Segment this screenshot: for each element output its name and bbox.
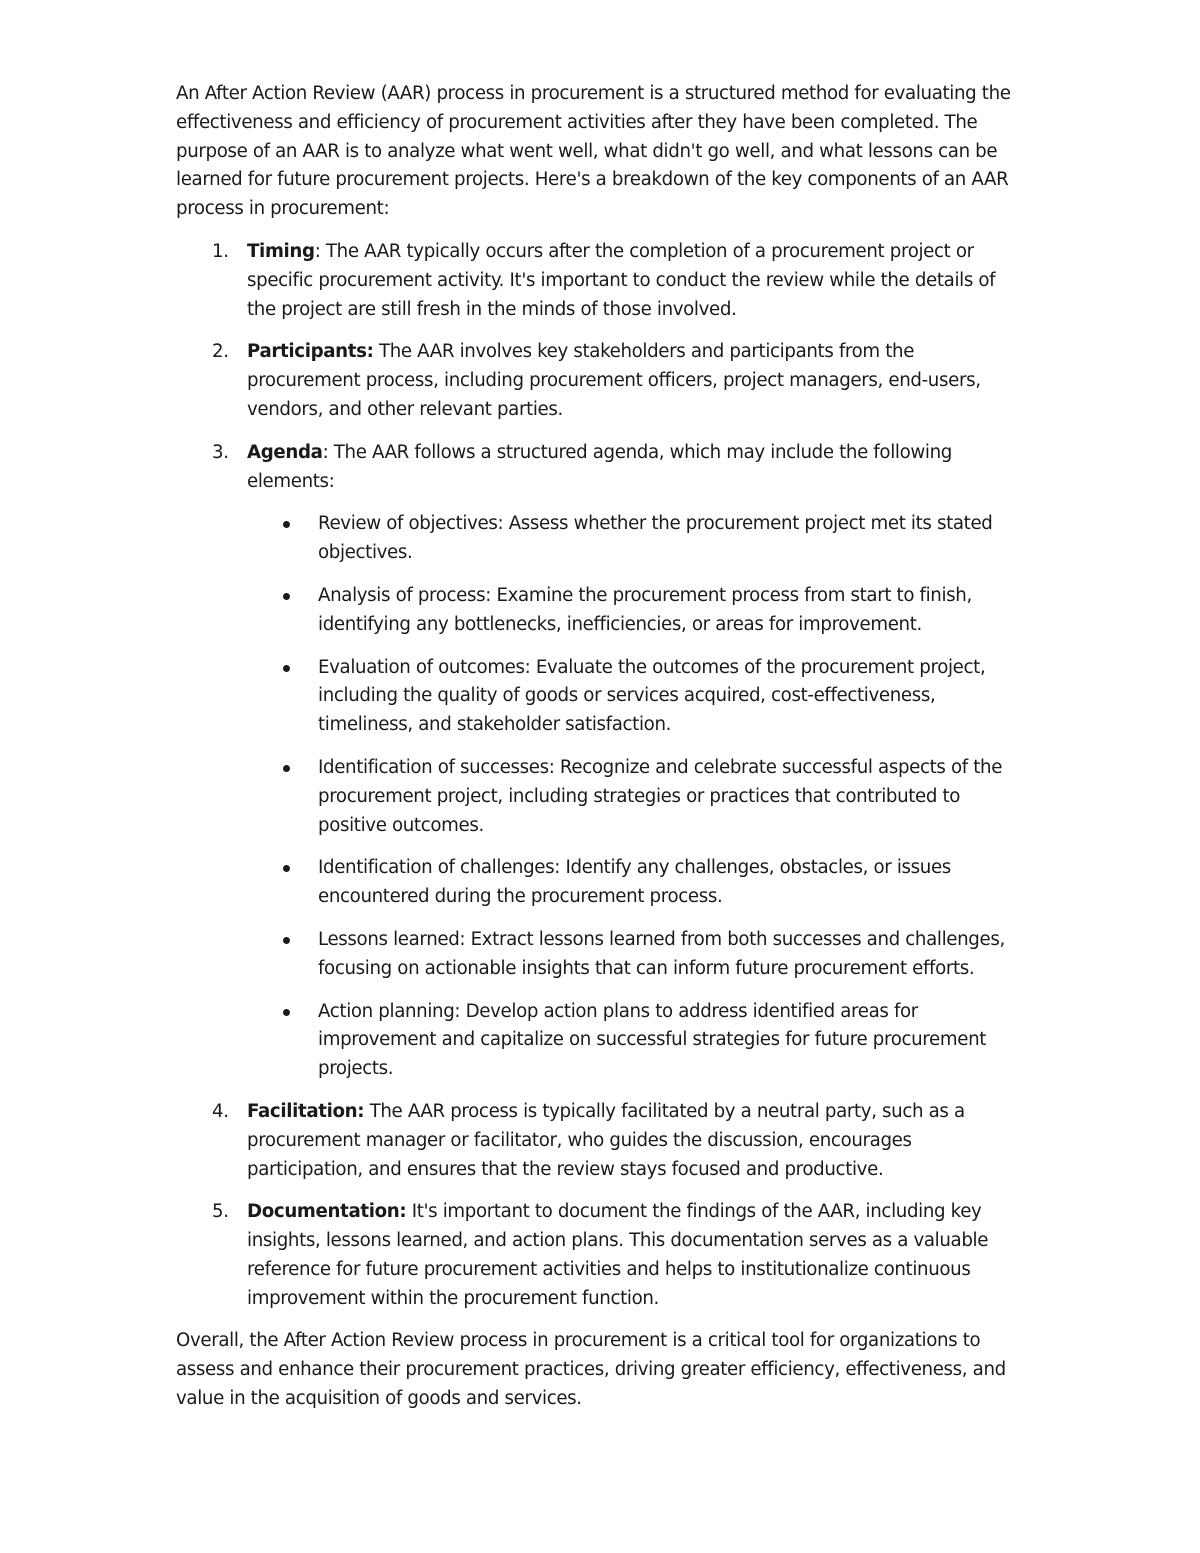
bullet-icon — [283, 765, 290, 772]
item-text: : The AAR typically occurs after the completion of a procurement project or specific procurement activity. It's important to conduct the review while the details of the project are still fresh in the minds of those involved. — [247, 240, 996, 320]
item-term: Facilitation: — [247, 1100, 365, 1122]
agenda-item — [247, 510, 1026, 568]
item-text: It's important to document the findings of the AAR, including key insights, lessons learned, and action plans. This documentation serves as a valuable reference for future procurement activities and helps to institutionalize continuous improvement within the procurement function. — [247, 1201, 989, 1309]
agenda-item — [247, 582, 1026, 640]
list-number: 3. — [212, 441, 229, 463]
agenda-item-text: Evaluation of outcomes: Evaluate the outcomes of the procurement project, including the quality of goods or services acquired, cost-effectiveness, timeliness, and stakeholder satisfaction. — [318, 656, 986, 736]
agenda-elements-list — [247, 510, 1026, 1084]
agenda-item-text: Lessons learned: Extract lessons learned from both successes and challenges, focusing on actionable insights that can inform future procurement efforts. — [318, 928, 1005, 979]
agenda-item — [247, 998, 1026, 1084]
conclusion-paragraph: Overall, the After Action Review process in procurement is a critical tool for organizations to assess and enhance their procurement practices, driving greater efficiency, effectiveness, and value in the acquisition of goods and services. — [176, 1330, 1006, 1410]
item-text: The AAR process is typically facilitated by a neutral party, such as a procurement manager or facilitator, who guides the discussion, encourages participation, and ensures that the review stays focused and productive. — [247, 1100, 965, 1180]
bullet-icon — [283, 593, 290, 600]
item-term: Documentation: — [247, 1201, 407, 1223]
list-item-documentation — [176, 1198, 1026, 1313]
agenda-item-text: Review of objectives: Assess whether the procurement project met its stated objectives. — [318, 513, 993, 564]
bullet-icon — [283, 1009, 290, 1016]
agenda-item-text: Identification of challenges: Identify any challenges, obstacles, or issues encountered during the procurement process. — [318, 857, 951, 908]
agenda-item-text: Analysis of process: Examine the procurement process from start to finish, identifying any bottlenecks, inefficiencies, or areas for improvement. — [318, 584, 972, 635]
agenda-item — [247, 654, 1026, 740]
list-item-timing — [176, 238, 1026, 324]
components-list — [176, 238, 1026, 1314]
bullet-icon — [283, 665, 290, 672]
list-item-agenda — [176, 439, 1026, 1084]
list-item-facilitation — [176, 1098, 1026, 1184]
agenda-item — [247, 754, 1026, 840]
agenda-item-text: Identification of successes: Recognize and celebrate successful aspects of the procurement project, including strategies or practices that contributed to positive outcomes. — [318, 756, 1003, 836]
list-number: 2. — [212, 341, 229, 363]
bullet-icon — [283, 937, 290, 944]
agenda-item — [247, 854, 1026, 912]
bullet-icon — [283, 521, 290, 528]
intro-paragraph: An After Action Review (AAR) process in procurement is a structured method for evaluating the effectiveness and efficiency of procurement activities after they have been completed. The purpose of an AAR is to analyze what went well, what didn't go well, and what lessons can be learned for future procurement projects. Here's a breakdown of the key components of an AAR process in procurement: — [176, 83, 1011, 220]
agenda-item-text: Action planning: Develop action plans to address identified areas for improvement and capitalize on successful strategies for future procurement projects. — [318, 1000, 987, 1080]
agenda-item — [247, 926, 1026, 984]
list-item-participants — [176, 338, 1026, 424]
list-number: 1. — [212, 240, 229, 262]
bullet-icon — [283, 865, 290, 872]
item-text: : The AAR follows a structured agenda, which may include the following elements: — [247, 441, 952, 492]
item-term: Timing — [247, 240, 315, 262]
item-term: Agenda — [247, 441, 323, 463]
item-text: The AAR involves key stakeholders and participants from the procurement process, including procurement officers, project managers, end-users, vendors, and other relevant parties. — [247, 341, 981, 420]
list-number: 4. — [212, 1100, 229, 1122]
document-page — [176, 80, 1026, 1414]
list-number: 5. — [212, 1201, 229, 1223]
item-term: Participants: — [247, 341, 374, 363]
